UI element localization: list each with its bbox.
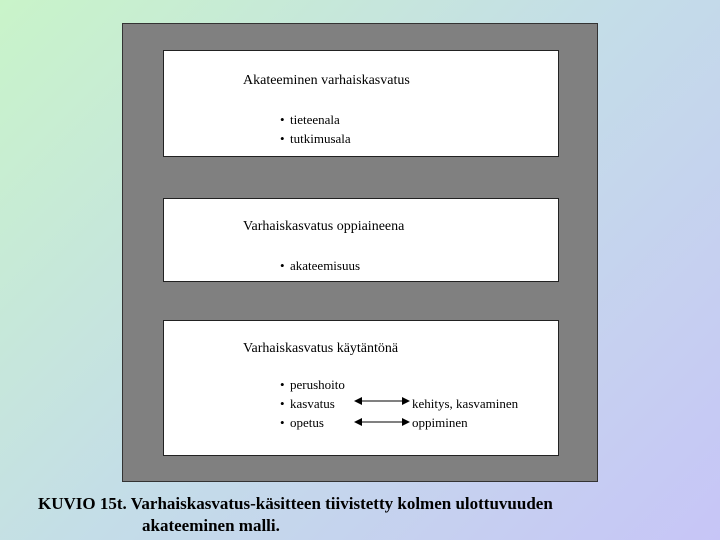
figure-caption bbox=[38, 493, 698, 537]
box-practice bbox=[163, 320, 559, 456]
caption-line-2: akateeminen malli. bbox=[142, 516, 280, 535]
bullet-icon: • bbox=[280, 377, 285, 392]
list-item: • tieteenala bbox=[280, 112, 340, 127]
bullet-icon: • bbox=[280, 112, 285, 127]
list-item: • opetus bbox=[280, 415, 324, 430]
double-arrows-icon bbox=[354, 394, 410, 430]
bullet-list bbox=[280, 375, 345, 432]
related-concept: kehitys, kasvaminen bbox=[412, 396, 519, 411]
bullet-icon: • bbox=[280, 415, 285, 430]
bullet-list bbox=[280, 110, 351, 148]
list-item: • tutkimusala bbox=[280, 131, 351, 146]
bullet-list bbox=[280, 256, 360, 275]
box-academic bbox=[163, 50, 559, 157]
caption-line-1: KUVIO 15t. Varhaiskasvatus-käsitteen tiivistetty kolmen ulottuvuuden bbox=[38, 494, 553, 513]
box-title: Varhaiskasvatus käytäntönä bbox=[243, 341, 399, 356]
diagram-frame bbox=[122, 23, 598, 482]
list-item: • kasvatus bbox=[280, 396, 335, 411]
list-item: • akateemisuus bbox=[280, 258, 361, 273]
bullet-icon: • bbox=[280, 258, 285, 273]
box-subject bbox=[163, 198, 559, 282]
box-title: Akateeminen varhaiskasvatus bbox=[243, 73, 410, 88]
box-title: Varhaiskasvatus oppiaineena bbox=[243, 219, 405, 234]
bullet-icon: • bbox=[280, 396, 285, 411]
related-concept: oppiminen bbox=[412, 415, 468, 430]
list-item: • perushoito bbox=[280, 377, 345, 392]
bullet-icon: • bbox=[280, 131, 285, 146]
